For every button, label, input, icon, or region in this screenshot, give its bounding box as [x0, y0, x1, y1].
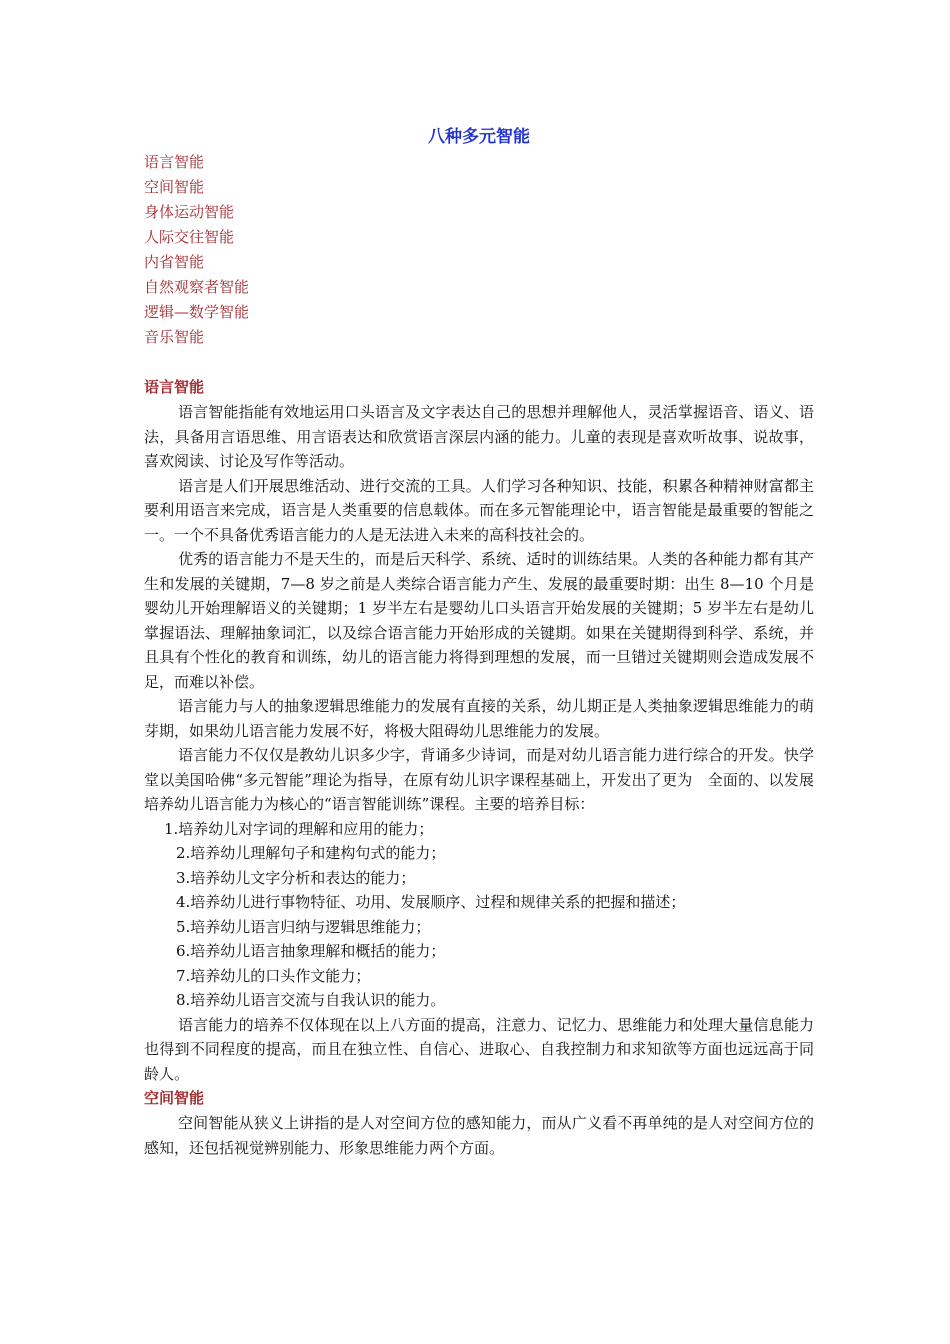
document-title: 八种多元智能 — [428, 127, 530, 147]
goal-item: 2.培养幼儿理解句子和建构句式的能力； — [176, 844, 446, 862]
paragraph: 语言智能指能有效地运用口头语言及文字表达自己的思想并理解他人，灵活掌握语音、语义、语法，具备用言语思维、用言语表达和欣赏语言深层内涵的能力。儿童的表现是喜欢听故事、说故事，喜欢阅读、讨论及写作等活动。 — [144, 403, 814, 470]
table-of-contents — [144, 150, 814, 350]
blank-line — [144, 350, 814, 375]
goal-item: 3.培养幼儿文字分析和表达的能力； — [176, 868, 416, 887]
section-language — [144, 375, 814, 1086]
paragraph: 空间智能从狭义上讲指的是人对空间方位的感知能力，而从广义看不再单纯的是人对空间方位的感知，还包括视觉辨别能力、形象思维能力两个方面。 — [144, 1114, 814, 1157]
paragraph: 语言是人们开展思维活动、进行交流的工具。人们学习各种知识、技能，积累各种精神财富都主要利用语言来完成，语言是人类重要的信息载体。而在多元智能理论中，语言智能是最重要的智能之一。一个不具备优秀语言能力的人是无法进入未来的高科技社会的。 — [144, 476, 814, 544]
training-goals-list — [144, 817, 814, 1013]
toc-item-spatial: 空间智能 — [144, 178, 205, 196]
paragraph: 语言能力的培养不仅体现在以上八方面的提高，注意力、记忆力、思维能力和处理大量信息能力也得到不同程度的提高，而且在独立性、自信心、进取心、自我控制力和求知欲等方面也远远高于同龄人。 — [144, 1015, 814, 1083]
document-page — [144, 124, 814, 1160]
toc-item-musical: 音乐智能 — [144, 328, 205, 346]
paragraph: 语言能力不仅仅是教幼儿识多少字，背诵多少诗词，而是对幼儿语言能力进行综合的开发。快学堂以美国哈佛“多元智能”理论为指导，在原有幼儿识字课程基础上，开发出了更为 全面的、以发展培养幼儿语言能力为核心的“语言智能训练”课程。主要的培养目标： — [144, 746, 814, 813]
goal-item: 6.培养幼儿语言抽象理解和概括的能力； — [176, 942, 446, 960]
paragraph: 优秀的语言能力不是天生的，而是后天科学、系统、适时的训练结果。人类的各种能力都有其产生和发展的关键期，7—8 岁之前是人类综合语言能力产生、发展的最重要时期：出生 8—10 个月是婴幼儿开始理解语义的关键期；1 岁半左右是婴幼儿口头语言开始发展的关键期；5 岁半左右是幼儿掌握语法、理解抽象词汇，以及综合语言能力开始形成的关键期。如果在关键期得到科学、系统，并且具有个性化的教育和训练，幼儿的语言能力将得到理想的发展，而一旦错过关键期则会造成发展不足，而难以补偿。 — [144, 550, 814, 691]
section-spatial — [144, 1086, 814, 1160]
section-heading-language: 语言智能 — [144, 378, 205, 396]
goal-item: 5.培养幼儿语言归纳与逻辑思维能力； — [176, 917, 431, 936]
goal-item: 1.培养幼儿对字词的理解和应用的能力； — [164, 819, 434, 838]
goal-item: 7.培养幼儿的口头作文能力； — [176, 966, 371, 985]
toc-item-interpersonal: 人际交往智能 — [144, 228, 235, 246]
toc-item-naturalist: 自然观察者智能 — [144, 278, 250, 296]
toc-item-bodily: 身体运动智能 — [144, 203, 235, 221]
goal-item: 4.培养幼儿进行事物特征、功用、发展顺序、过程和规律关系的把握和描述； — [176, 893, 686, 911]
toc-item-logical: 逻辑—数学智能 — [144, 303, 250, 321]
toc-item-intrapersonal: 内省智能 — [144, 253, 205, 271]
section-heading-spatial: 空间智能 — [144, 1089, 205, 1107]
paragraph: 语言能力与人的抽象逻辑思维能力的发展有直接的关系，幼儿期正是人类抽象逻辑思维能力的萌芽期，如果幼儿语言能力发展不好，将极大阻碍幼儿思维能力的发展。 — [144, 697, 814, 740]
goal-item: 8.培养幼儿语言交流与自我认识的能力。 — [176, 991, 446, 1009]
toc-item-language: 语言智能 — [144, 153, 205, 171]
